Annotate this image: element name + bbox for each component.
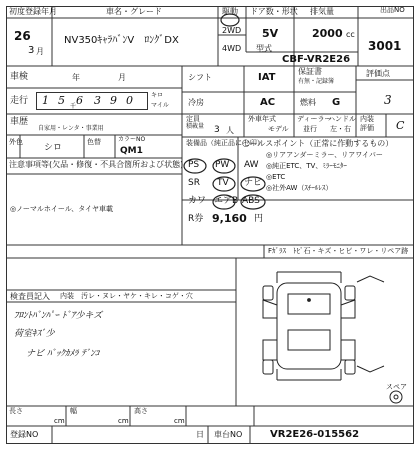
displacement-label: 排気量 <box>310 7 334 16</box>
width-unit: cm <box>118 417 129 425</box>
equip-pw: PW <box>215 160 230 170</box>
lot-number: 3001 <box>368 39 402 53</box>
inspector-line-1: ﾌﾛﾝﾄﾊﾞﾝﾊﾟｰ ﾄﾞｱ少キズ <box>14 311 103 321</box>
outside-model-label: 外車年式 <box>248 115 276 123</box>
equip-navi: ナビ <box>244 178 263 188</box>
outside-model-sub: モデル <box>268 125 289 133</box>
interior-value: C <box>396 119 405 132</box>
name-grade-label: 車名・グレード <box>106 7 162 16</box>
shift-value: IAT <box>258 72 276 83</box>
warranty-label: 保証書 <box>298 67 322 76</box>
equip-aw: AW <box>244 160 259 170</box>
equip-tv: TV <box>217 178 229 188</box>
sales-point-line-1: ◎リアアンダーミラー、リアワイパー <box>266 151 383 159</box>
mileage-unit-thousand: 千 <box>70 103 77 110</box>
mileage-unit-mile: マイル <box>151 102 169 109</box>
reg-month-unit: 月 <box>36 47 44 56</box>
drive-4wd: 4WD <box>222 44 242 53</box>
sales-point-line-4: ◎社外AW（ｽﾁｰﾙﾚｽ） <box>266 184 333 192</box>
score-value: 3 <box>384 93 392 107</box>
sales-point-line-2: ◎純正ETC、TV、ﾐﾗｰﾓﾆﾀｰ <box>266 162 347 170</box>
shift-label: シフト <box>188 73 212 82</box>
capacity-label: 定員 <box>186 115 200 123</box>
sales-point-line-3: ◎ETC <box>266 173 286 181</box>
door-count: 5V <box>262 27 279 40</box>
mileage-digit-1: 1 <box>42 94 49 107</box>
reg-no-label: 登録NO <box>10 430 39 439</box>
inspector-label: 検査員記入 <box>10 292 50 301</box>
reg-year: 26 <box>14 29 31 43</box>
outer-color-value: シロ <box>44 143 63 153</box>
color-no-value: QM1 <box>120 146 143 156</box>
color-no-label: カラーNO <box>118 136 146 143</box>
fuel-value: G <box>332 97 341 108</box>
score-label: 評価点 <box>366 69 390 78</box>
inner-color-label: 色替 <box>87 138 101 146</box>
mileage-unit-km: キロ <box>151 92 164 99</box>
inspection-label: 車検 <box>10 72 29 82</box>
equipment-title: 装備品（純正品に◯印） <box>186 139 264 147</box>
mileage-digit-2: 5 <box>58 94 65 107</box>
inspection-year: 年 <box>72 73 80 82</box>
length-label: 長さ <box>9 407 23 415</box>
model-code: CBF-VR2E26 <box>282 54 351 65</box>
lot-label: 出品NO <box>380 6 405 14</box>
inspection-month: 月 <box>118 73 126 82</box>
recycle-value: 9,160 <box>212 212 247 225</box>
length-unit: cm <box>54 417 65 425</box>
history-label: 車歴 <box>10 117 29 127</box>
fuel-label: 燃料 <box>300 98 316 107</box>
equip-leather: カワ <box>188 196 207 206</box>
warranty-sub: 有無・記録簿 <box>298 78 335 85</box>
model-label: 型式 <box>256 44 272 53</box>
spare-label: スペア <box>386 383 407 391</box>
mileage-label: 走行 <box>10 96 29 106</box>
sales-point-title: セールスポイント（正常に作動するもの） <box>242 139 394 148</box>
vehicle-diagram <box>263 272 402 403</box>
door-shape-label: ドア数・形状 <box>250 7 298 16</box>
drive-label: 駆動 <box>222 7 238 16</box>
cc-value: 2000 <box>312 27 343 40</box>
notes-line-1: ◎ノーマルホイール、タイヤ車載 <box>10 205 114 213</box>
equip-airbag: エアB <box>214 196 239 206</box>
history-options: 自家用・レンタ・事業用 <box>38 125 104 132</box>
car-no-value: VR2E26-015562 <box>270 429 360 440</box>
glass-items: Fｶﾞﾗｽ ﾄﾋﾞ石・キズ・ヒビ・ワレ・リペア跡 <box>268 247 409 255</box>
equip-ps: PS <box>188 160 200 170</box>
mileage-digit-4: 3 <box>94 94 101 107</box>
width-label: 幅 <box>70 407 77 415</box>
reg-month: 3 <box>28 45 35 56</box>
first-reg-label: 初度登録年月 <box>9 7 57 16</box>
aircon-value: AC <box>260 97 276 108</box>
capacity-value: 3 <box>214 125 220 135</box>
recycle-label: R券 <box>188 214 204 224</box>
mileage-digit-3: 6 <box>76 94 83 107</box>
interior-sub: 評価 <box>360 124 374 132</box>
recycle-unit: 円 <box>254 214 264 224</box>
notes-title: 注意事項等(欠品・修復・不具合箇所および状態) <box>9 160 184 169</box>
inspector-line-3: ナビ ﾊﾞｯｸｶﾒﾗ ﾃﾞﾝｺ <box>26 349 100 359</box>
height-label: 高さ <box>134 407 148 415</box>
dealer-label: ディーラー <box>297 115 332 123</box>
car-no-label: 車台NO <box>214 430 243 439</box>
inspector-line-2: 荷室ｷｽﾞ少 <box>14 329 55 339</box>
interior-label: 内装 <box>360 115 374 123</box>
drive-2wd: 2WD <box>222 26 242 35</box>
aircon-label: 冷房 <box>188 98 204 107</box>
cc-unit: cc <box>346 30 355 39</box>
dealer-value: 並行 <box>303 125 317 133</box>
handle-value: 左・右 <box>330 125 351 133</box>
date-label: 日 <box>196 430 204 439</box>
handle-label: ハンドル <box>328 115 356 123</box>
capacity-sub: 積載量 <box>186 123 205 130</box>
vehicle-name: NV350ｷｬﾗﾊﾞﾝV ﾛﾝｸﾞDX <box>64 35 179 46</box>
mileage-digit-5: 9 <box>110 94 117 107</box>
outer-color-label: 外色 <box>9 138 23 146</box>
mileage-digit-6: 0 <box>126 94 133 107</box>
height-unit: cm <box>174 417 185 425</box>
equip-abs: ABS <box>242 196 260 206</box>
capacity-unit: 人 <box>226 126 234 135</box>
inspector-options: 内装 汚レ・ヌレ・ヤケ・キレ・コゲ・穴 <box>60 292 193 300</box>
equip-sr: SR <box>188 178 200 188</box>
